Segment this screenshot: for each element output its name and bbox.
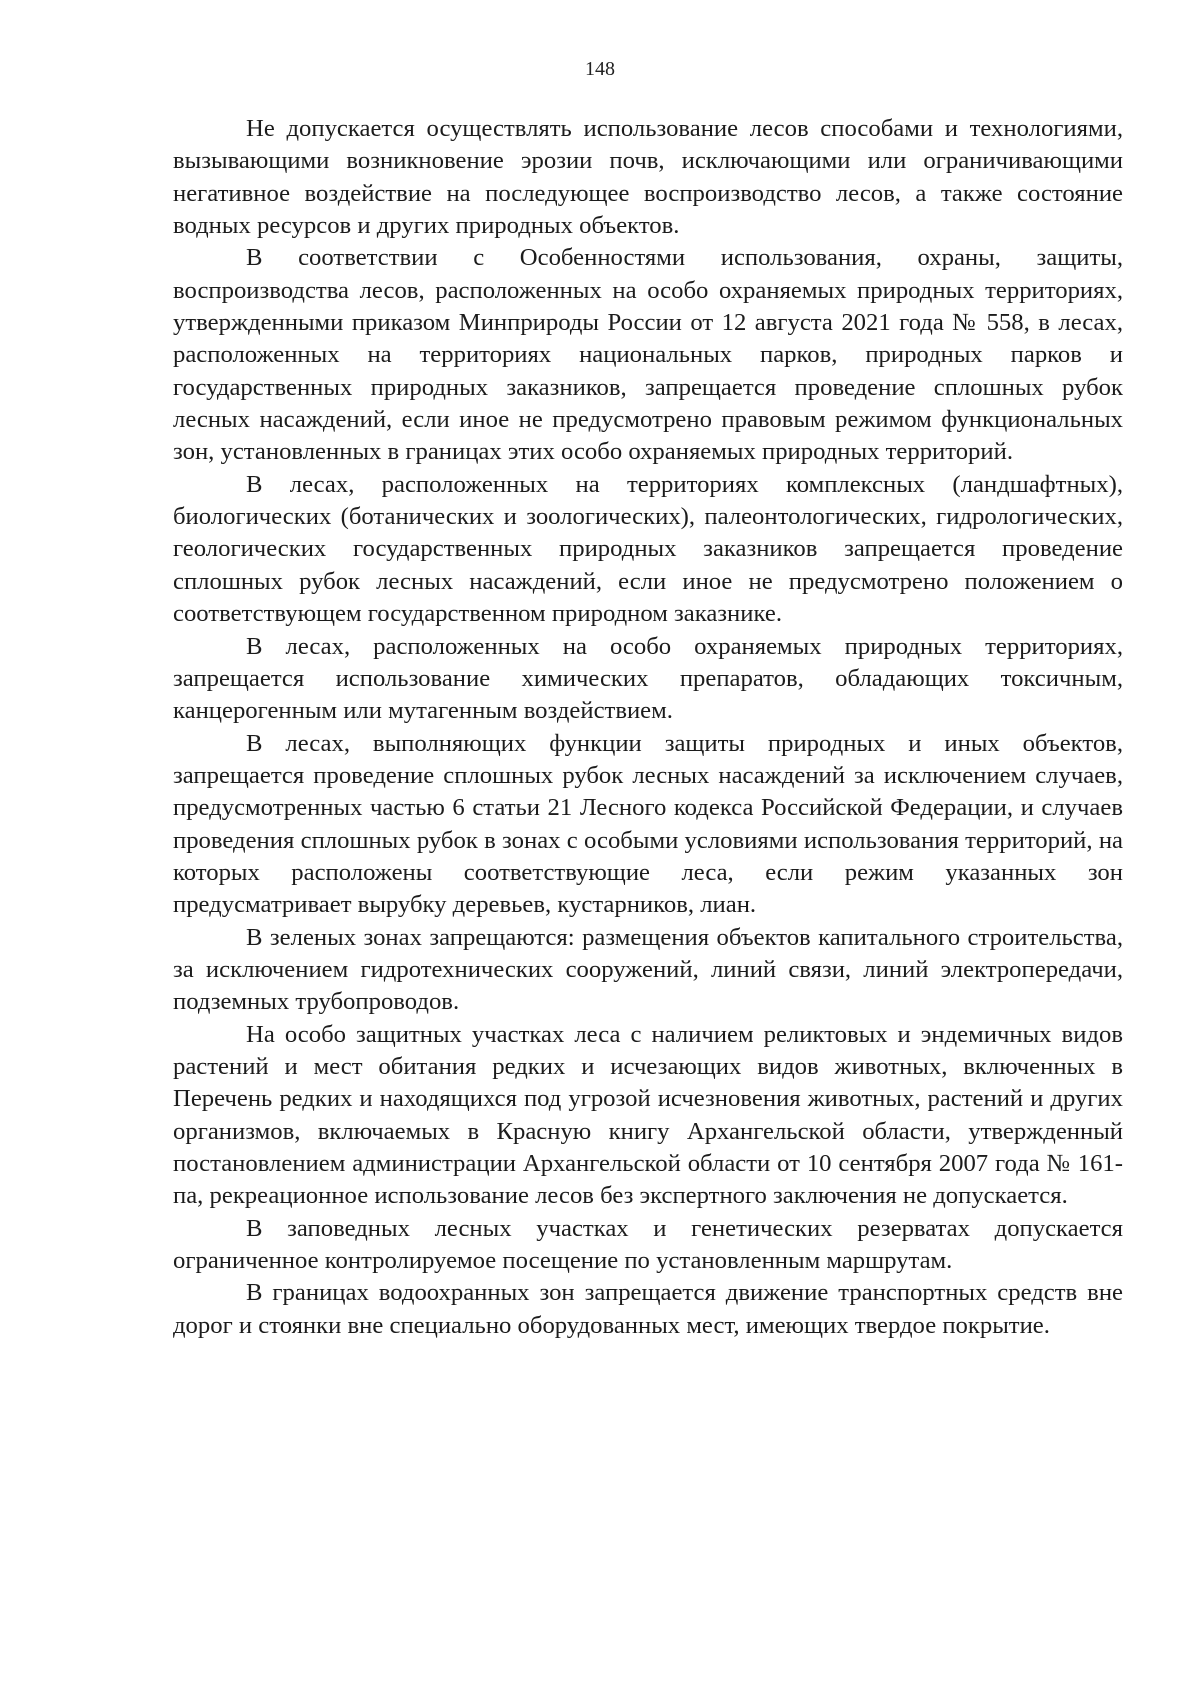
paragraph-green-zones: В зеленых зонах запрещаются: размещения объектов капитального строительства, за исключением гидротехнических сооружений, линий связи, линий электропередачи, подземных трубопроводов. [173, 923, 1123, 1016]
paragraph-protective-forests: В лесах, выполняющих функции защиты природных и иных объектов, запрещается проведение сплошных рубок лесных насаждений за исключением случаев, предусмотренных частью 6 статьи 21 Лесного кодекса Российской Федерации, и случаев проведения сплошных рубок в зонах с особыми условиями использования территорий, на которых расположены соответствующие леса, если режим указанных зон предусматривает вырубку деревьев, кустарников, лиан. [173, 729, 1123, 919]
paragraph-genetic-reserves: В заповедных лесных участках и генетических резерватах допускается ограниченное контролируемое посещение по установленным маршрутам. [173, 1214, 1123, 1275]
document-body [173, 113, 1123, 1342]
paragraph-chemicals: В лесах, расположенных на особо охраняемых природных территориях, запрещается использование химических препаратов, обладающих токсичным, канцерогенным или мутагенным воздействием. [173, 632, 1123, 725]
paragraph-water-protection: В границах водоохранных зон запрещается движение транспортных средств вне дорог и стоянки вне специально оборудованных мест, имеющих твердое покрытие. [173, 1279, 1123, 1339]
paragraph-reserves: В лесах, расположенных на территориях комплексных (ландшафтных), биологических (ботанических и зоологических), палеонтологических, гидрологических, геологических государственных природных заказников запрещается проведение сплошных рубок лесных насаждений, если иное не предусмотрено положением о соответствующем государственном природном заказнике. [173, 470, 1123, 628]
paragraph-protected-territories: В соответствии с Особенностями использования, охраны, защиты, воспроизводства лесов, расположенных на особо охраняемых природных территориях, утвержденными приказом Минприроды России от 12 августа 2021 года № 558, в лесах, расположенных на территориях национальных парков, природных парков и государственных природных заказников, запрещается проведение сплошных рубок лесных насаждений, если иное не предусмотрено правовым режимом функциональных зон, установленных в границах этих особо охраняемых природных территорий. [173, 244, 1123, 466]
paragraph-erosion: Не допускается осуществлять использование лесов способами и технологиями, вызывающими возникновение эрозии почв, исключающими или ограничивающими негативное воздействие на последующее воспроизводство лесов, а также состояние водных ресурсов и других природных объектов. [173, 115, 1123, 240]
page-number: 148 [585, 58, 615, 80]
paragraph-relict-species: На особо защитных участках леса с наличием реликтовых и эндемичных видов растений и мест обитания редких и исчезающих видов животных, включенных в Перечень редких и находящихся под угрозой исчезновения животных, растений и других организмов, включаемых в Красную книгу Архангельской области, утвержденный постановлением администрации Архангельской области от 10 сентября 2007 года № 161-па, рекреационное использование лесов без экспертного заключения не допускается. [173, 1020, 1123, 1210]
